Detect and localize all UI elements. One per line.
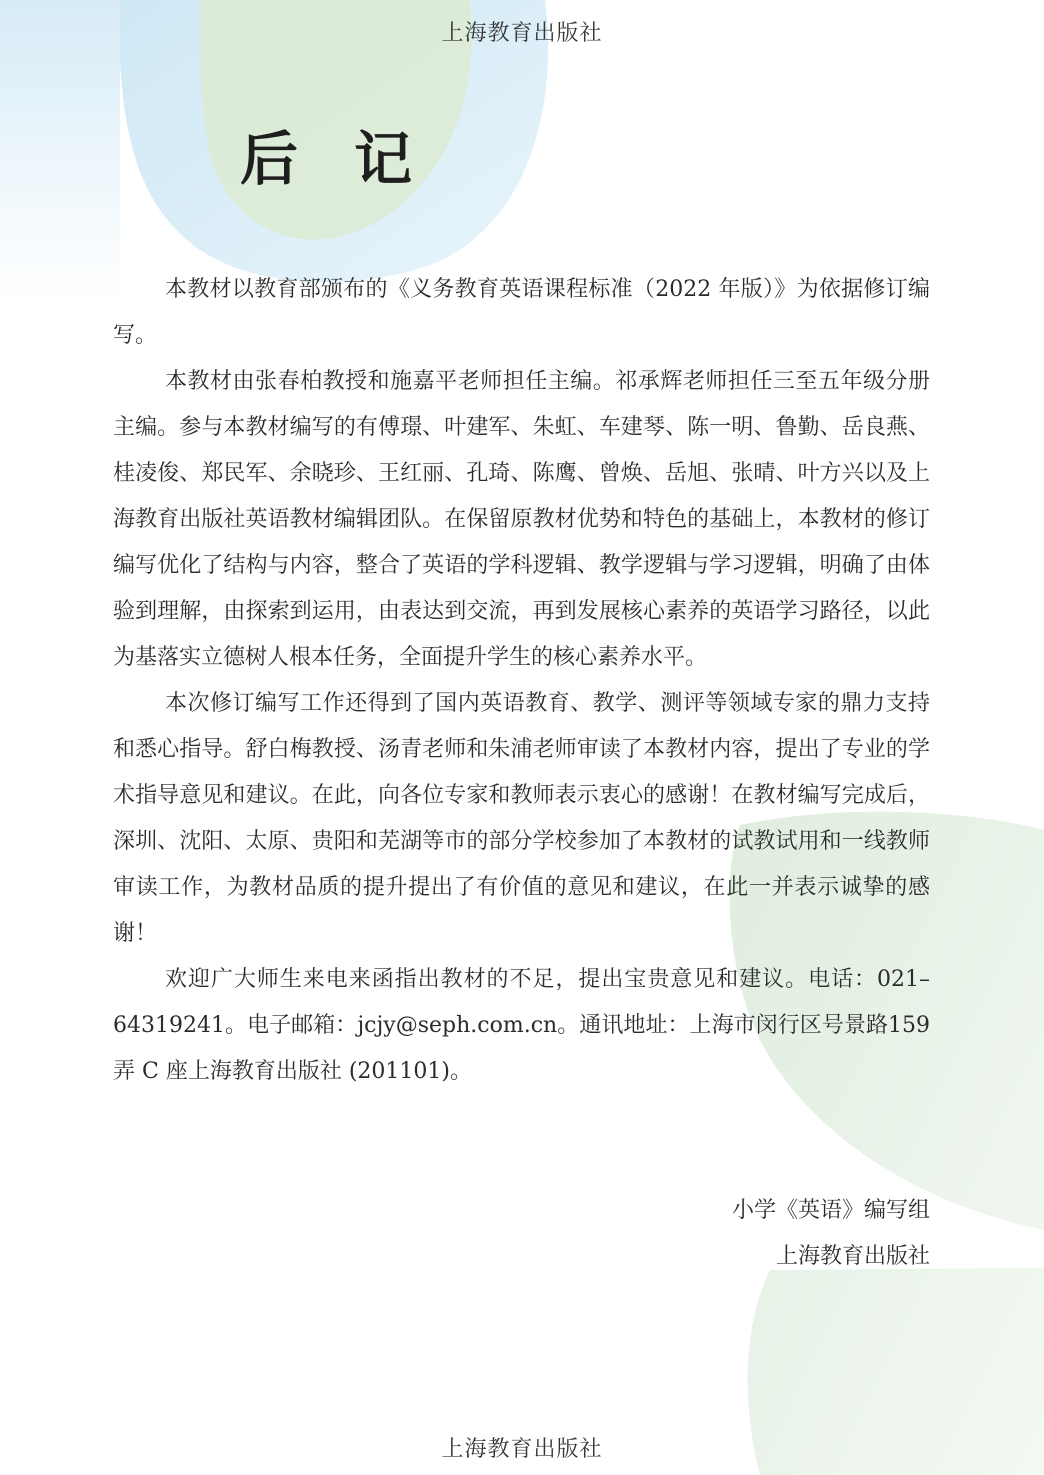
postscript-body bbox=[113, 267, 930, 1095]
signature-editor-group: 小学《英语》编写组 bbox=[731, 1198, 930, 1223]
paragraph-2: 本教材由张春柏教授和施嘉平老师担任主编。祁承辉老师担任三至五年级分册主编。参与本教材编写的有傅璟、叶建军、朱虹、车建琴、陈一明、鲁勤、岳良燕、桂凌俊、郑民军、余晓珍、王红丽、孔琦、陈鹰、曾焕、岳旭、张晴、叶方兴以及上海教育出版社英语教材编辑团队。在保留原教材优势和特色的基础上，本教材的修订编写优化了结构与内容，整合了英语的学科逻辑、教学逻辑与学习逻辑，明确了由体验到理解，由探索到运用，由表达到交流，再到发展核心素养的英语学习路径，以此为基落实立德树人根本任务，全面提升学生的核心素养水平。 bbox=[113, 369, 930, 670]
footer-publisher: 上海教育出版社 bbox=[441, 1437, 603, 1462]
header-publisher: 上海教育出版社 bbox=[441, 21, 603, 46]
paragraph-1: 本教材以教育部颁布的《义务教育英语课程标准（2022 年版）》为依据修订编写。 bbox=[113, 277, 930, 348]
page-title: 后记 bbox=[240, 125, 469, 193]
signature-publisher: 上海教育出版社 bbox=[775, 1244, 930, 1269]
paragraph-4: 欢迎广大师生来电来函指出教材的不足，提出宝贵意见和建议。电话：021–64319241。电子邮箱：jcjy@seph.com.cn。通讯地址：上海市闵行区号景路159 弄 C 座上海教育出版社 (201101)。 bbox=[113, 967, 930, 1084]
paragraph-3: 本次修订编写工作还得到了国内英语教育、教学、测评等领域专家的鼎力支持和悉心指导。舒白梅教授、汤青老师和朱浦老师审读了本教材内容，提出了专业的学术指导意见和建议。在此，向各位专家和教师表示衷心的感谢！在教材编写完成后，深圳、沈阳、太原、贵阳和芜湖等市的部分学校参加了本教材的试教试用和一线教师审读工作，为教材品质的提升提出了有价值的意见和建议，在此一并表示诚挚的感谢！ bbox=[113, 691, 930, 946]
signature-block bbox=[732, 1188, 930, 1280]
